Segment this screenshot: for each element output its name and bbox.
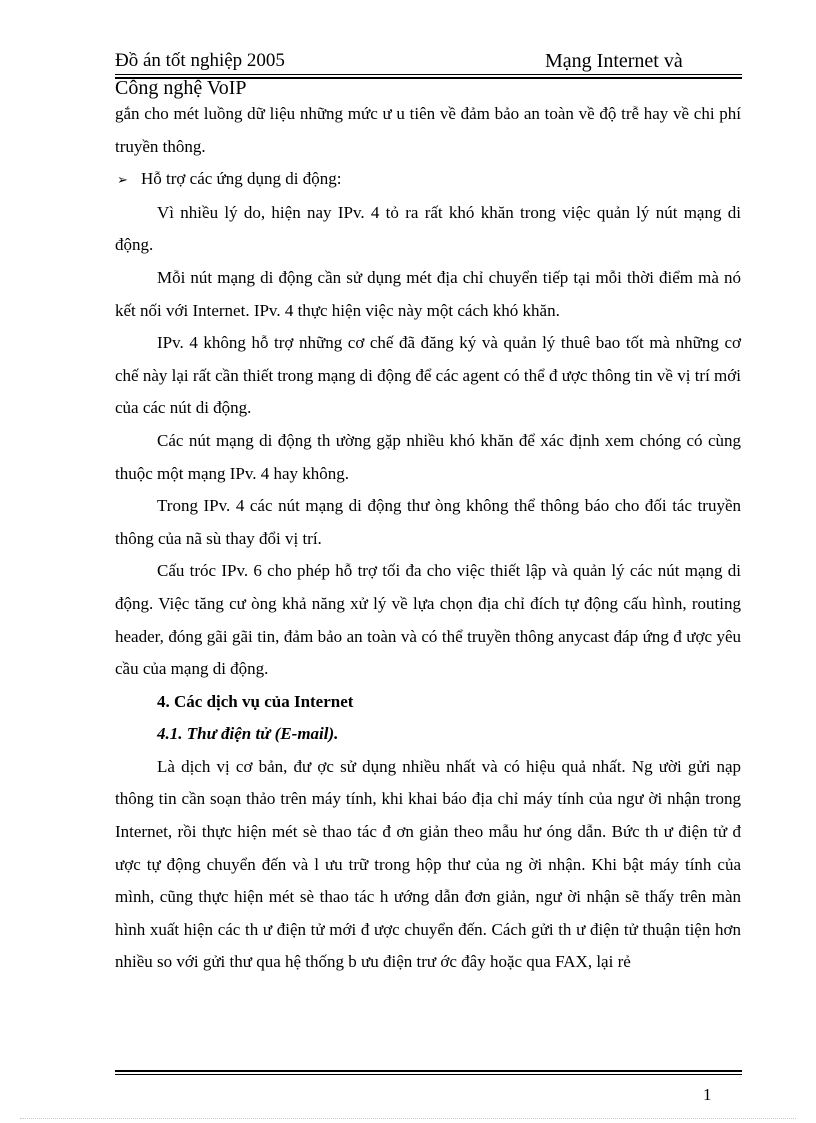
- subsection-heading: 4.1. Thư điện tử (E-mail).: [157, 724, 339, 744]
- header-title-continuation: Công nghệ VoIP: [115, 77, 247, 99]
- paragraph-continuation: gắn cho mét luồng dữ liệu những mức ư u tiên về đảm bảo an toàn về độ trễ hay về chi phí truyền thông.: [115, 104, 741, 156]
- header-rule-thin: [115, 74, 742, 75]
- footer-rule-thick: [115, 1070, 742, 1072]
- paragraph: IPv. 4 không hỗ trợ những cơ chế đã đăng ký và quản lý thuê bao tốt mà những cơ chế này lại rất cần thiết trong mạng di động để các agent có thể đ ược thông tin về vị trí mới của các nút di động.: [115, 333, 741, 418]
- paragraph: Là dịch vị cơ bản, đư ợc sử dụng nhiều nhất và có hiệu quả nhất. Ng ười gửi nạp thông tin cần soạn thảo trên máy tính, khi khai báo địa chỉ máy tính của ngư ời nhận trong Internet, rồi thực hiện mét sè thao tác đ ơn giản theo mẫu hư óng dẫn. Bức th ư điện tử đ ược tự động chuyển đến và l ưu trữ trong hộp thư của ng ời nhận. Khi bật máy tính của mình, cũng thực hiện mét sè thao tác h ướng dẫn đơn giản, ngư ời nhận sẽ thấy trên màn hình xuất hiện các th ư điện tử mới đ ược chuyển đến. Cách gửi th ư điện tử thuận tiện hơn nhiều so với gửi thư qua hệ thống b ưu điện trư ớc đây hoặc qua FAX, lại rẻ: [115, 756, 741, 972]
- paragraph: Vì nhiều lý do, hiện nay IPv. 4 tỏ ra rất khó khăn trong việc quản lý nút mạng di động.: [115, 202, 741, 255]
- paragraph: Cấu tróc IPv. 6 cho phép hỗ trợ tối đa cho việc thiết lập và quản lý các nút mạng di động. Việc tăng cư òng khả năng xử lý về lựa chọn địa chỉ đích tự động cấu hình, routing header, đóng gãi gãi tin, đảm bảo an toàn và có thể truyền thông anycast đáp ứng đ ược yêu cầu của mạng di động.: [115, 561, 741, 679]
- arrow-bullet-icon: ➢: [117, 172, 128, 188]
- bullet-text: Hỗ trợ các ứng dụng di động:: [141, 169, 342, 189]
- section-heading: 4. Các dịch vụ của Internet: [157, 691, 354, 711]
- footer-rule-thin: [115, 1074, 742, 1075]
- bullet-item: [115, 163, 741, 197]
- header-title-right: Mạng Internet và: [545, 50, 683, 72]
- page-number: 1: [703, 1085, 712, 1104]
- paragraph: Trong IPv. 4 các nút mạng di động thư òng không thể thông báo cho đối tác truyền thông của nã sù thay đổi vị trí.: [115, 496, 741, 548]
- paragraph: Mỗi nút mạng di động cần sử dụng mét địa chỉ chuyển tiếp tại mỗi thời điểm mà nó kết nối với Internet. IPv. 4 thực hiện việc này một cách khó khăn.: [115, 267, 741, 320]
- header-title-left: Đồ án tốt nghiệp 2005: [115, 50, 285, 71]
- paragraph: Các nút mạng di động th ường gặp nhiều khó khăn để xác định xem chóng có cùng thuộc một mạng IPv. 4 hay không.: [115, 430, 741, 483]
- page-boundary-divider: [20, 1118, 796, 1119]
- body-text: [115, 98, 741, 979]
